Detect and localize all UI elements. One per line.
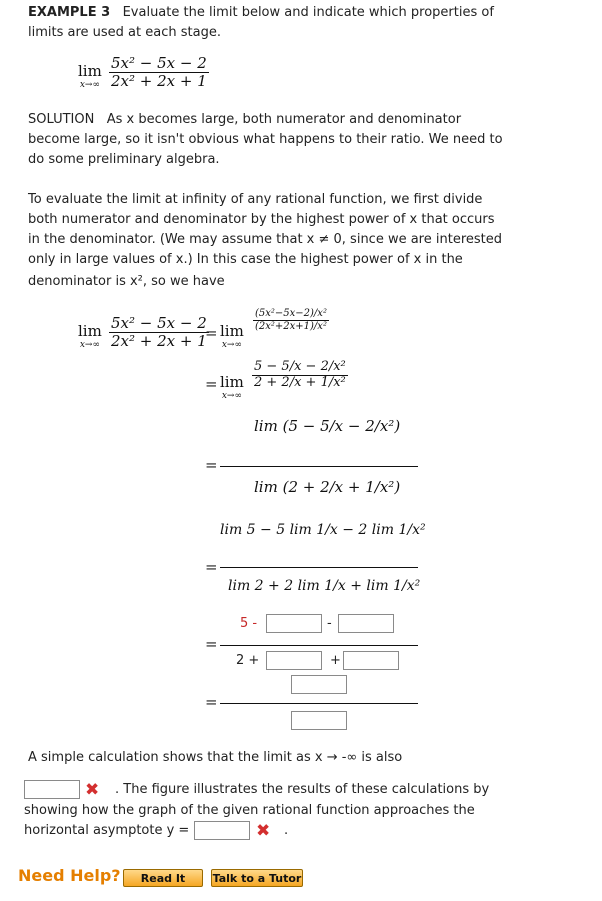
step1-lim: lim x→∞ bbox=[78, 322, 102, 350]
step6-fraction-bar bbox=[220, 703, 418, 704]
read-it-button[interactable]: Read It bbox=[123, 869, 203, 887]
wrong-mark-icon-2: ✖ bbox=[256, 821, 271, 841]
step4-denominator: lim 2 + 2 lim 1/x + lim 1/x² bbox=[228, 578, 421, 594]
solution-line-3: do some preliminary algebra. bbox=[28, 152, 220, 167]
main-numerator: 5x² − 5x − 2 bbox=[111, 54, 207, 72]
step1b-lim: lim x→∞ bbox=[220, 322, 244, 350]
step5-equals: = bbox=[205, 635, 218, 653]
conclusion-line-4: horizontal asymptote y = bbox=[24, 823, 190, 838]
main-fraction bbox=[109, 55, 209, 91]
step6-equals: = bbox=[205, 693, 218, 711]
solution-label: SOLUTION bbox=[28, 112, 95, 127]
step2-lim: lim x→∞ bbox=[220, 373, 244, 401]
row5-den-input-1[interactable] bbox=[266, 651, 322, 670]
step4-fraction-bar bbox=[220, 567, 418, 568]
example-heading bbox=[28, 3, 494, 23]
explanation-line-5: denominator is x², so we have bbox=[28, 274, 225, 289]
main-denominator: 2x² + 2x + 1 bbox=[111, 72, 207, 91]
explanation-line-4: only in large values of x.) In this case the highest power of x in the bbox=[28, 252, 463, 267]
example-prompt: Evaluate the limit below and indicate which properties of bbox=[122, 5, 494, 20]
conclusion-line-3: showing how the graph of the given rational function approaches the bbox=[24, 803, 475, 818]
step5-fraction-bar bbox=[220, 645, 418, 646]
step4-numerator: lim 5 − 5 lim 1/x − 2 lim 1/x² bbox=[220, 522, 426, 538]
row5-num-minus: - bbox=[327, 616, 332, 631]
step4-equals: = bbox=[205, 558, 218, 576]
row6-den-input[interactable] bbox=[291, 711, 347, 730]
example-label: EXAMPLE 3 bbox=[28, 5, 111, 20]
row5-num-prefix: 5 - bbox=[240, 616, 258, 631]
step3-fraction-bar bbox=[220, 466, 418, 467]
step2-fraction: $\frac{\text{5 − 5/x − 2/x²}}{\text{2 + 2/x + 1/x²}}$ bbox=[254, 359, 346, 390]
conclusion-period: . bbox=[284, 823, 289, 838]
example-prompt-2: limits are used at each stage. bbox=[28, 25, 221, 40]
step3-numerator: lim (5 − 5/x − 2/x²) bbox=[254, 417, 401, 435]
explanation-line-1: To evaluate the limit at infinity of any rational function, we first divide bbox=[28, 192, 483, 207]
solution-line-1: SOLUTION As x becomes large, both numerator and denominator bbox=[28, 112, 462, 127]
row5-den-input-2[interactable] bbox=[343, 651, 399, 670]
step3-equals: = bbox=[205, 456, 218, 474]
conclusion-line-2: . The figure illustrates the results of these calculations by bbox=[115, 782, 490, 797]
need-help-label: Need Help? bbox=[18, 866, 121, 885]
talk-to-tutor-button[interactable]: Talk to a Tutor bbox=[211, 869, 303, 887]
row5-num-input-2[interactable] bbox=[338, 614, 394, 633]
explanation-line-3: in the denominator. (We may assume that x ≠ 0, since we are interested bbox=[28, 232, 502, 247]
conclusion-line-1: A simple calculation shows that the limit as x → -∞ is also bbox=[28, 750, 403, 765]
lim-label: lim x→∞ bbox=[78, 62, 102, 90]
step1-fraction: $\frac{\text{5x² − 5x − 2}}{\text{2x² + 2x + 1}}$ bbox=[111, 314, 207, 351]
row5-num-input-1[interactable] bbox=[266, 614, 322, 633]
neg-inf-limit-input[interactable] bbox=[24, 780, 80, 799]
row5-den-prefix: 2 + bbox=[236, 653, 260, 668]
step1-equals: = bbox=[205, 324, 218, 342]
step3-denominator: lim (2 + 2/x + 1/x²) bbox=[254, 478, 401, 496]
row5-den-plus: + bbox=[330, 653, 341, 668]
row6-num-input[interactable] bbox=[291, 675, 347, 694]
step2-equals: = bbox=[205, 375, 218, 393]
wrong-mark-icon: ✖ bbox=[85, 780, 100, 800]
asymptote-y-input[interactable] bbox=[194, 821, 250, 840]
explanation-line-2: both numerator and denominator by the highest power of x that occurs bbox=[28, 212, 495, 227]
step1b-fraction: $\frac{\text{(5x²−5x−2)/x²}}{\text{(2x²+2x+1)/x²}}$ bbox=[255, 308, 327, 332]
solution-line-2: become large, so it isn't obvious what happens to their ratio. We need to bbox=[28, 132, 503, 147]
